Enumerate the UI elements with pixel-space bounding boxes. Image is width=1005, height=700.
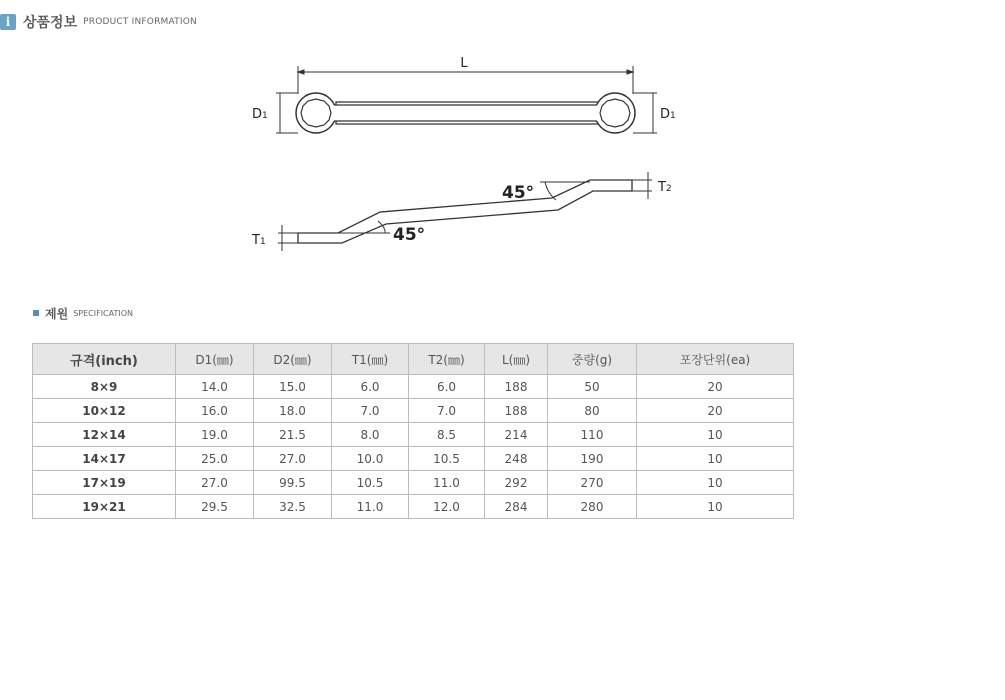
cell-weight: 280 bbox=[548, 495, 637, 519]
cell-weight: 190 bbox=[548, 447, 637, 471]
cell-t2: 10.5 bbox=[409, 447, 485, 471]
cell-t2: 8.5 bbox=[409, 423, 485, 447]
cell-d2: 15.0 bbox=[254, 375, 332, 399]
column-header-package: 포장단위(ea) bbox=[637, 344, 794, 375]
column-header-t1: T1(㎜) bbox=[332, 344, 409, 375]
cell-t1: 6.0 bbox=[332, 375, 409, 399]
column-header-t2: T2(㎜) bbox=[409, 344, 485, 375]
square-bullet-icon bbox=[33, 310, 39, 316]
cell-d2: 21.5 bbox=[254, 423, 332, 447]
cell-package: 10 bbox=[637, 447, 794, 471]
cell-d2: 27.0 bbox=[254, 447, 332, 471]
t1-dimension bbox=[278, 225, 298, 251]
wrench-dimension-diagram bbox=[240, 48, 690, 263]
cell-weight: 80 bbox=[548, 399, 637, 423]
length-label: L bbox=[460, 56, 468, 71]
cell-t2: 12.0 bbox=[409, 495, 485, 519]
table-header-row bbox=[33, 344, 794, 375]
specification-table bbox=[32, 343, 794, 519]
column-header-l: L(㎜) bbox=[485, 344, 548, 375]
cell-l: 292 bbox=[485, 471, 548, 495]
product-info-header bbox=[0, 12, 197, 32]
cell-d2: 18.0 bbox=[254, 399, 332, 423]
cell-size: 8×9 bbox=[33, 375, 176, 399]
cell-package: 20 bbox=[637, 375, 794, 399]
table-row bbox=[33, 495, 794, 519]
cell-d2: 99.5 bbox=[254, 471, 332, 495]
wrench-top-view bbox=[296, 93, 635, 133]
product-info-subtitle: PRODUCT INFORMATION bbox=[83, 17, 197, 27]
cell-package: 10 bbox=[637, 495, 794, 519]
table-row bbox=[33, 447, 794, 471]
d1-right-label: D1 bbox=[660, 107, 676, 122]
specification-subtitle: SPECIFICATION bbox=[73, 308, 134, 318]
cell-package: 20 bbox=[637, 399, 794, 423]
cell-l: 284 bbox=[485, 495, 548, 519]
cell-size: 10×12 bbox=[33, 399, 176, 423]
cell-t1: 10.5 bbox=[332, 471, 409, 495]
table-row bbox=[33, 423, 794, 447]
t1-label: T1 bbox=[252, 233, 266, 248]
column-header-weight: 중량(g) bbox=[548, 344, 637, 375]
cell-package: 10 bbox=[637, 423, 794, 447]
cell-l: 188 bbox=[485, 375, 548, 399]
product-info-title: 상품정보 bbox=[23, 15, 78, 31]
wrench-side-view bbox=[298, 180, 632, 243]
cell-weight: 110 bbox=[548, 423, 637, 447]
cell-d2: 32.5 bbox=[254, 495, 332, 519]
cell-d1: 25.0 bbox=[176, 447, 254, 471]
specification-header bbox=[33, 305, 133, 321]
info-icon: i bbox=[0, 14, 16, 30]
cell-l: 248 bbox=[485, 447, 548, 471]
d1-left-dimension bbox=[276, 93, 298, 133]
cell-size: 19×21 bbox=[33, 495, 176, 519]
specification-title: 제원 bbox=[45, 306, 69, 321]
cell-weight: 50 bbox=[548, 375, 637, 399]
cell-d1: 14.0 bbox=[176, 375, 254, 399]
table-row bbox=[33, 375, 794, 399]
cell-d1: 29.5 bbox=[176, 495, 254, 519]
cell-l: 214 bbox=[485, 423, 548, 447]
angle-top-label: 45° bbox=[502, 183, 535, 203]
cell-t1: 10.0 bbox=[332, 447, 409, 471]
cell-d1: 16.0 bbox=[176, 399, 254, 423]
cell-d1: 27.0 bbox=[176, 471, 254, 495]
cell-d1: 19.0 bbox=[176, 423, 254, 447]
cell-size: 17×19 bbox=[33, 471, 176, 495]
cell-t2: 11.0 bbox=[409, 471, 485, 495]
cell-t2: 6.0 bbox=[409, 375, 485, 399]
cell-weight: 270 bbox=[548, 471, 637, 495]
cell-size: 14×17 bbox=[33, 447, 176, 471]
t2-label: T2 bbox=[658, 180, 672, 195]
column-header-d1: D1(㎜) bbox=[176, 344, 254, 375]
d1-right-dimension bbox=[633, 93, 657, 133]
cell-t1: 11.0 bbox=[332, 495, 409, 519]
cell-l: 188 bbox=[485, 399, 548, 423]
t2-dimension bbox=[632, 172, 652, 199]
cell-t2: 7.0 bbox=[409, 399, 485, 423]
angle-bottom-label: 45° bbox=[393, 225, 426, 245]
cell-size: 12×14 bbox=[33, 423, 176, 447]
column-header-d2: D2(㎜) bbox=[254, 344, 332, 375]
column-header-size: 규격(inch) bbox=[33, 344, 176, 375]
d1-left-label: D1 bbox=[252, 107, 268, 122]
cell-t1: 7.0 bbox=[332, 399, 409, 423]
table-row bbox=[33, 471, 794, 495]
table-row bbox=[33, 399, 794, 423]
cell-t1: 8.0 bbox=[332, 423, 409, 447]
cell-package: 10 bbox=[637, 471, 794, 495]
